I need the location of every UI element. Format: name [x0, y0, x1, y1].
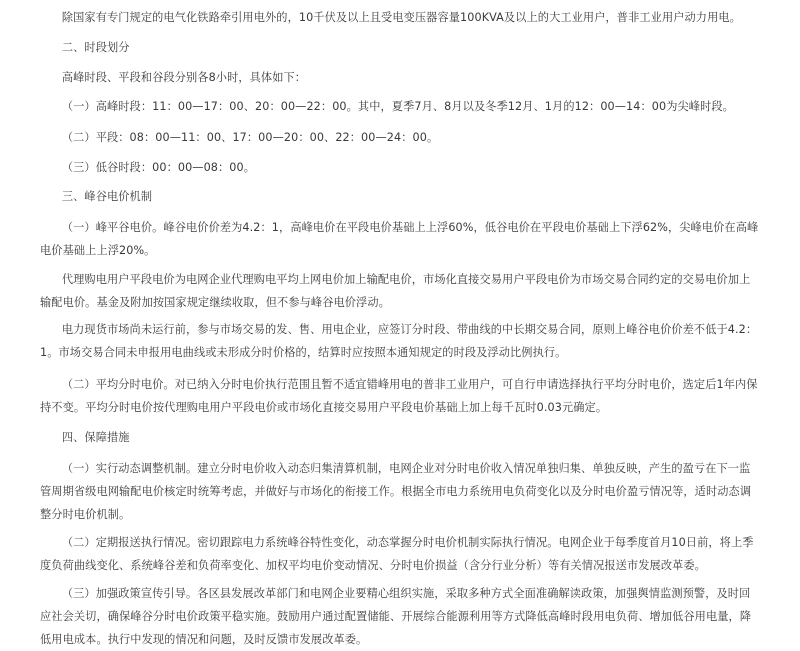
heading-price-mechanism: 三、峰谷电价机制 — [61, 190, 153, 203]
paragraph-price-ratio: （一）峰平谷电价。峰谷电价价差为4.2：1，高峰电价在平段电价基础上上浮60%，低谷电价在平段电价基础上下浮62%，尖峰电价在高峰电价基础上上浮20%。 — [40, 221, 759, 257]
paragraph-time-periods-intro: 高峰时段、平段和谷段分别各8小时，具体如下： — [61, 71, 307, 84]
paragraph-policy-publicity: （三）加强政策宣传引导。各区县发展改革部门和电网企业要精心组织实施，采取多种方式全面准确解读政策，加强舆情监测预警，及时回应社会关切，确保峰谷分时电价政策平稳实施。鼓励用户通过配置储能、开展综合能源利用等方式降低高峰时段用电负荷、增加低谷用电量，降低用电成本。执行中发现的情况和问题，及时反馈市发展改革委。 — [40, 587, 752, 646]
paragraph-flat-period: （二）平段：08：00—11：00、17：00—20：00、22：00—24：00。 — [61, 131, 439, 144]
paragraph-dynamic-adjustment: （一）实行动态调整机制。建立分时电价收入动态归集清算机制，电网企业对分时电价收入情况单独归集、单独反映，产生的盈亏在下一监管周期省级电网输配电价核定时统筹考虑，并做好与市场化的衔接工作。根据全市电力系统用电负荷变化以及分时电价盈亏情况等，适时动态调整分时电价机制。 — [40, 462, 752, 521]
heading-time-periods: 二、时段划分 — [61, 41, 130, 54]
paragraph-agency-purchase: 代理购电用户平段电价为电网企业代理购电平均上网电价加上输配电价，市场化直接交易用户平段电价为市场交易合同约定的交易电价加上输配电价。基金及附加按国家规定继续收取，但不参与峰谷电价浮动。 — [40, 273, 751, 309]
paragraph-peak-period: （一）高峰时段：11：00—17：00、20：00—22：00。其中，夏季7月、8月以及冬季12月、1月的12：00—14：00为尖峰时段。 — [61, 100, 734, 113]
paragraph-spot-market: 电力现货市场尚未运行前，参与市场交易的发、售、用电企业，应签订分时段、带曲线的中长期交易合同，原则上峰谷电价价差不低于4.2：1。市场交易合同未申报用电曲线或未形成分时价格的，结算时应按照本通知规定的时段及浮动比例执行。 — [40, 323, 758, 359]
paragraph-valley-period: （三）低谷时段：00：00—08：00。 — [61, 161, 256, 174]
paragraph-average-price: （二）平均分时电价。对已纳入分时电价执行范围且暂不适宜错峰用电的普非工业用户，可自行申请选择执行平均分时电价，选定后1年内保持不变。平均分时电价按代理购电用户平段电价或市场化直接交易用户平段电价基础上加上每千瓦时0.03元确定。 — [40, 378, 758, 414]
heading-safeguards: 四、保障措施 — [61, 431, 130, 444]
paragraph-regular-reporting: （二）定期报送执行情况。密切跟踪电力系统峰谷特性变化，动态掌握分时电价机制实际执行情况。电网企业于每季度首月10日前，将上季度负荷曲线变化、系统峰谷差和负荷率变化、加权平均电价变动情况、分时电价损益（含分行业分析）等有关情况报送市发展改革委。 — [40, 536, 754, 572]
paragraph-scope: 除国家有专门规定的电气化铁路牵引用电外的，10千伏及以上且受电变压器容量100KVA及以上的大工业用户，普非工业用户动力用电。 — [61, 11, 741, 24]
